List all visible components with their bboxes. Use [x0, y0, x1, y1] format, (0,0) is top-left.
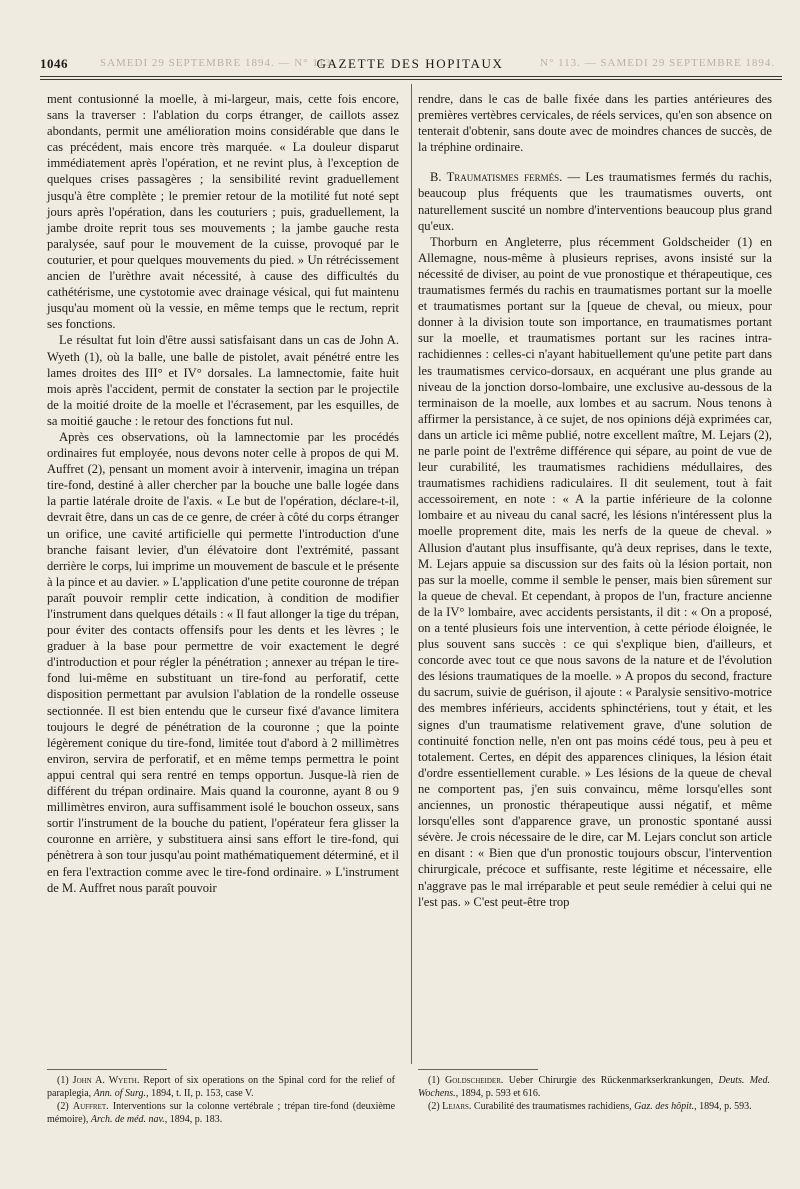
footnote-text: Interventions sur la colonne vertébrale ; trépan tire-fond (deuxième mémoire),	[47, 1101, 396, 1125]
right-column	[418, 91, 772, 910]
footnote	[47, 1100, 395, 1126]
footnote-ref: , 1894, p. 593 et 616.	[455, 1088, 541, 1099]
page-number: 1046	[40, 56, 68, 71]
footnote-journal: Deuts. Med. Wochens.	[418, 1075, 770, 1099]
footnote	[47, 1074, 395, 1100]
footnote-marker: (2)	[57, 1101, 69, 1112]
footnote-journal: Gaz. des hôpit.	[634, 1101, 695, 1112]
left-column	[47, 91, 399, 896]
paragraph: rendre, dans le cas de balle fixée dans les parties antérieures des premières vertèbres cervicales, de réels services, qu'en son absence on tenterait d'obtenir, sans doute avec de moindres chances de succès, de la tréphine ordinaire.	[418, 92, 772, 155]
footnote-ref: , 1894, p. 593.	[694, 1101, 752, 1112]
footnotes-right	[418, 1074, 770, 1113]
footnote	[418, 1100, 770, 1113]
footnote-text: Curabilité des traumatismes rachidiens,	[471, 1101, 635, 1112]
section-text: — Les traumatismes fermés du rachis, beaucoup plus fréquents que les traumatismes ouverts, ont naturellement suscité un nombre d'interventions beaucoup plus grand qu'eux.	[418, 170, 772, 233]
footnote-text: Report of six operations on the Spinal cord for the relief of paraplegia,	[47, 1075, 396, 1099]
section-heading: B. Traumatismes fermés.	[430, 170, 563, 185]
footnote-journal: Arch. de méd. nav.	[90, 1114, 165, 1125]
footnote-rule	[47, 1069, 167, 1070]
footnote-marker: (2)	[428, 1101, 440, 1112]
footnote-text: Ueber Chirurgie des Rückenmarkserkrankungen,	[503, 1075, 719, 1086]
header-rule	[40, 76, 782, 77]
show-through-text-left: SAMEDI 29 SEPTEMBRE 1894. — N° 113	[100, 57, 332, 69]
footnote-author: John A. Wyeth.	[72, 1075, 140, 1086]
header-rule-thin	[40, 79, 782, 80]
footnote-rule	[418, 1069, 538, 1070]
column-divider	[411, 84, 412, 1064]
footnote-journal: Ann. of Surg.	[93, 1088, 147, 1099]
footnote-ref: , 1894, t. II, p. 153, case V.	[146, 1088, 254, 1099]
footnote	[418, 1074, 770, 1100]
footnote-author: Lejars.	[442, 1101, 472, 1112]
footnote-marker: (1)	[428, 1075, 440, 1086]
running-title: GAZETTE DES HOPITAUX	[316, 56, 504, 71]
footnote-ref: , 1894, p. 183.	[164, 1114, 223, 1125]
paragraph: ment contusionné la moelle, à mi-largeur, mais, cette fois encore, sans la traverser : l'ablation du corps étranger, de caillots assez abondants, permit une amélioration moins considérable que dans le cas précédent, mais encore très marquée. « La douleur disparut immédiatement après l'opération, et ne revint plus, à l'exception de quelques crises passagères ; la sensibilité revint graduellement jusqu'à être complète ; le premier retour de la motilité fut noté sept jours après l'opération, dans les couturiers ; puis, graduellement, la jambe droite reprit tous ses mouvements ; la jambe gauche resta paralysée, sauf pour le mouvement de la cuisse, provoqué par le couturier, et pour quelques mouvements du pied. » Un rétrécissement ancien de l'urèthre avait nécessité, à cause des difficultés du cathétérisme, une cystotomie avec drainage vésical, qui fut maintenu jusqu'au moment où la vessie, en même temps que le rectum, reprit ses fonctions.	[47, 92, 399, 332]
paragraph: Après ces observations, où la lamnectomie par les procédés ordinaires fut employée, nous devons noter celle à propos de qui M. Auffret (2), pensant un moment avoir à intervenir, imagina un trépan tire-fond, destiné à aller chercher par la bouche une balle logée dans la partie latérale droite de l'axis. « Le but de l'opération, déclare-t-il, devrait être, dans un cas de ce genre, de créer à côté du corps étranger un orifice, une cavité artificielle qui permette l'introduction d'une branche faisant levier, d'un élévatoire dont l'extrémité, passant derrière le corps, lui imprime un mouvement de bascule et le présente à la pince et au davier. » L'application d'une petite couronne de trépan paraît pouvoir remplir cette indication, à condition de modifier l'instrument dans quelques détails : « Il faut allonger la tige du trépan, pour éviter des contacts offensifs pour les dents et les lèvres ; le graduer à la base pour permettre de voir exactement le degré d'introduction et pour régler la pénétration ; annexer au trépan le tire-fond lui-même en substituant un tire-fond au perforatif, cette disposition permettant par avulsion l'ablation de la rondelle osseuse sectionnée. Il est bien entendu que le curseur fixé d'avance limitera toujours le degré de pénétration de la couronne ; que la pointe légèrement conique du tire-fond, limitée tout d'abord à 2 millimètres environ, servira de perforatif, et en même temps permettra le point appui central qui sera rentré en temps opportun. Jusque-là rien de différent du trépan ordinaire. Mais quand la couronne, ayant 8 ou 9 millimètres environ, aura suffisamment isolé le bouchon osseux, sans sortir l'instrument de la bouche du patient, l'opérateur fera glisser la couronne en arrière, y substituera ainsi sans effort le tire-fond, qui pénètrera à son tour jusqu'au point mathématiquement déterminé, et il en fera l'extraction comme avec le tire-fond ordinaire. » L'instrument de M. Auffret nous paraît pouvoir	[47, 429, 399, 895]
footnote-author: Auffret.	[72, 1101, 109, 1112]
page-header	[40, 56, 780, 78]
footnote-author: Goldscheider.	[445, 1075, 504, 1086]
footnote-marker: (1)	[57, 1075, 69, 1086]
paragraph: Thorburn en Angleterre, plus récemment Goldscheider (1) en Allemagne, nous-même à plusieurs reprises, avons insisté sur la nécessité de diviser, au point de vue pronostique et thérapeutique, ces traumatismes fermés du rachis en traumatismes portant sur la moelle et traumatismes portant sur la [queue de cheval, ou mieux, pour donner à la division toute son importance, en traumatismes portant sur la moelle, et traumatismes portant sur les racines intra-rachidiennes : celles-ci n'ayant habituellement qu'une petite part dans les traumatismes cervico-dorsaux, en acquérant une plus grande au niveau de la jonction dorso-lombaire, une exclusive au-dessous de la terminaison de la moelle, aux lombes et au sacrum. Nous tenons à affirmer la persistance, à ce sujet, de nos opinions déjà exprimées car, dans un article ici même publié, notre excellent maître, M. Lejars (2), ne parle point de l'extrême différence qui sépare, au point de vue de leur curabilité, les traumatismes rachidiens médullaires, des traumatismes rachidiens radiculaires. Il dit seulement, tout à fait accessoirement, en note : « A la partie inférieure de la colonne lombaire et au niveau du canal sacré, les lésions n'intéressent plus la moelle proprement dite, mais les nerfs de la queue de cheval. » Allusion d'autant plus insuffisante, qu'à deux reprises, dans le texte, M. Lejars appuie sa discussion sur des faits où la lésion portait, non pas sur la moelle, comme il semble le penser, mais bien sûrement sur la queue de cheval. Et cependant, à propos de l'un, fracture ancienne de la IV° lombaire, avec accidents persistants, il dit : « On a proposé, on a tenté plusieurs fois une intervention, à cette période éloignée, le plus souvent sans succès : ce qui s'explique bien, d'ailleurs, et concorde avec tout ce que nous savons de la nature et de l'évolution des lésions traumatiques de la moelle. » A propos du second, fracture du sacrum, suivie de guérison, il ajoute : « Paralysie sensitivo-motrice des membres inférieurs, accidents sphinctériens, tout y était, et les signes d'un traumatisme relativement grave, d'une solution de continuité fonction nelle, n'en ont pas moins cédé tous, peu à peu et totalement. Certes, en dépit des apparences cliniques, la lésion était d'ordre essentiellement curable. » Les lésions de la queue de cheval ne comportent pas, j'en suis convaincu, même lorsqu'elles sont anciennes, un pronostic thérapeutique aussi négatif, et même lorsqu'elles sont d'apparence grave, un pronostic spontané aussi sévère. Je crois nécessaire de le dire, car M. Lejars conclut son article en disant : « Bien que d'un pronostic toujours obscur, l'intervention chirurgicale, précoce et suffisante, reste légitime et nécessaire, elle n'aggrave pas le mal irréparable et peut seule remédier à celui qui ne l'est pas. » C'est peut-être trop	[418, 234, 772, 909]
paragraph: Le résultat fut loin d'être aussi satisfaisant dans un cas de John A. Wyeth (1), où la balle, une balle de pistolet, avait pénétré entre les lames droites des III° et IV° dorsales. La lamnectomie, faite huit mois après l'accident, permit de constater la section par le projectile de la moitié droite de la moelle et l'écrasement, par les esquilles, de sa moitié gauche : le retour des fonctions fut nul.	[47, 333, 399, 428]
show-through-text-right: N° 113. — SAMEDI 29 SEPTEMBRE 1894.	[540, 57, 776, 69]
footnotes-left	[47, 1074, 395, 1126]
section-paragraph	[418, 169, 772, 233]
